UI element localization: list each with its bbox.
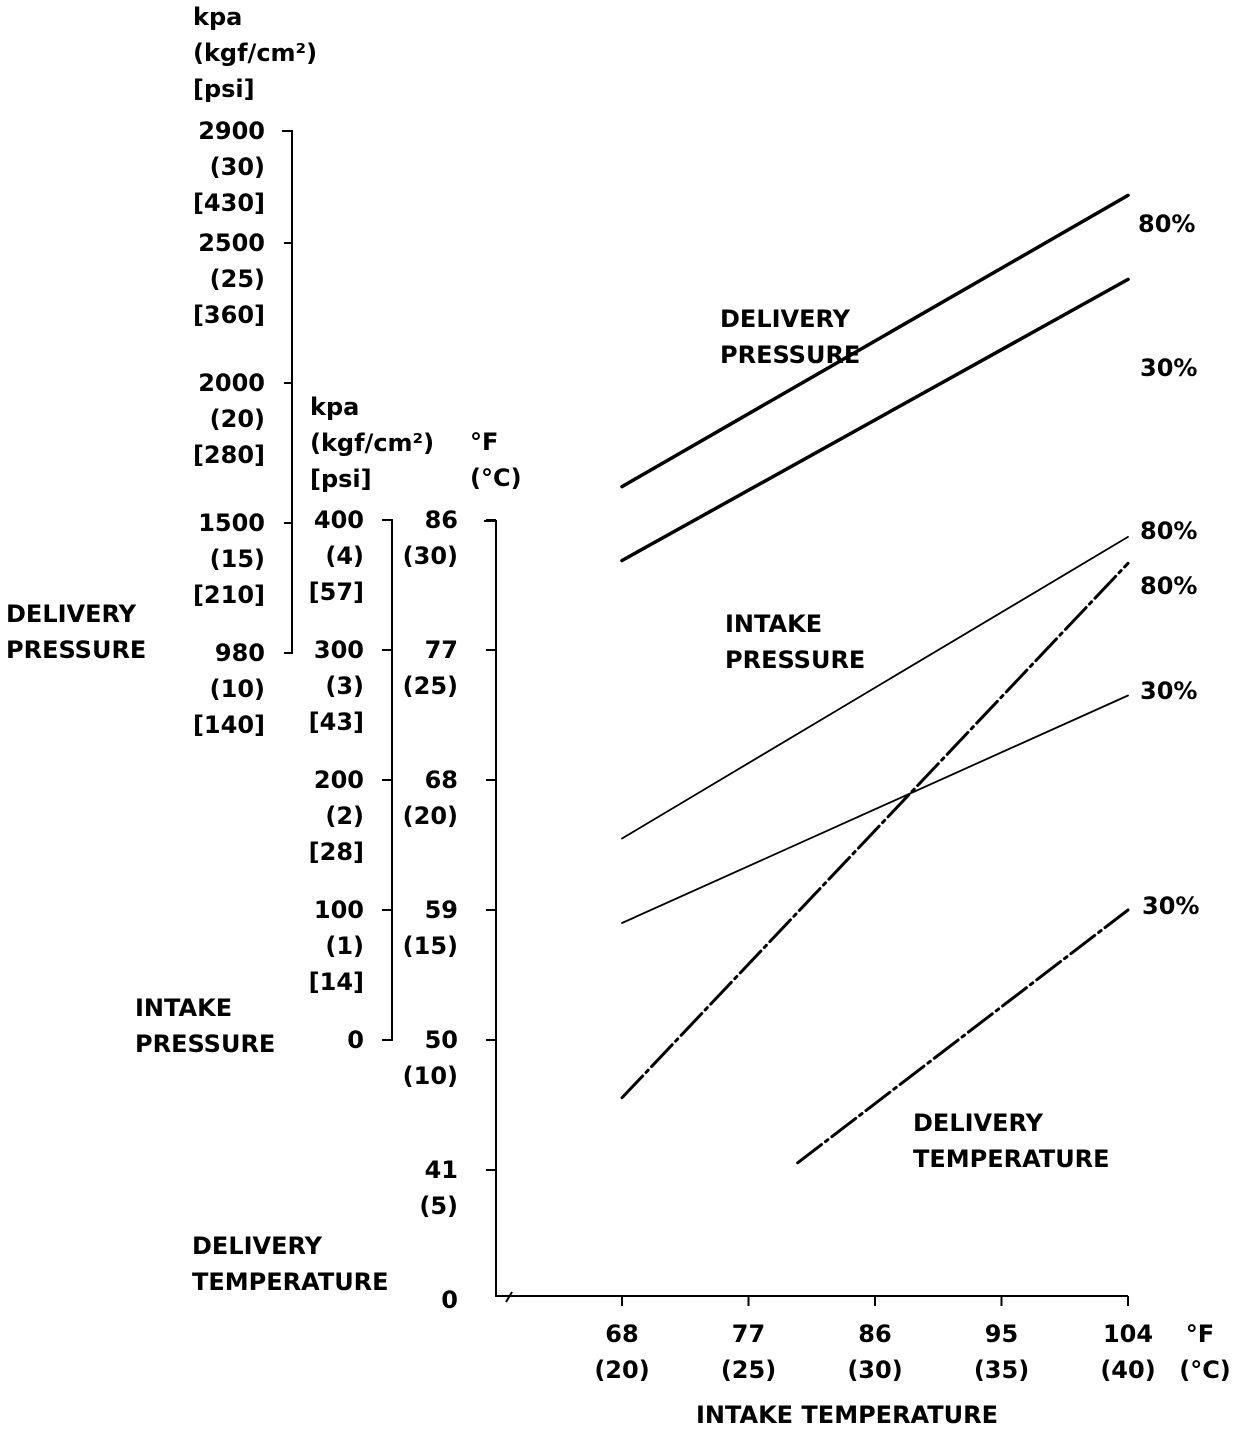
delivery-pressure-tick-label-1-line-2: [360] bbox=[192, 301, 265, 329]
annotation-delivery-pressure-line-0: DELIVERY bbox=[720, 305, 851, 333]
x-tick-label-c-3: (35) bbox=[973, 1356, 1030, 1384]
delivery-temperature-tick-label-2-line-0: 68 bbox=[424, 766, 458, 794]
intake-pressure-unit-line-2: [psi] bbox=[310, 465, 372, 493]
delivery-pressure-tick-label-2-line-2: [280] bbox=[192, 441, 265, 469]
series-label-intake-pressure-30pct: 30% bbox=[1140, 677, 1198, 705]
delivery-temperature-tick-label-2-line-1: (20) bbox=[402, 802, 458, 830]
annotation-delivery-temperature-line-0: DELIVERY bbox=[913, 1109, 1044, 1137]
x-tick-label-2: 86 bbox=[858, 1320, 892, 1348]
delivery-temperature-tick-label-5-line-1: (5) bbox=[419, 1192, 458, 1220]
delivery-pressure-tick-label-4-line-0: 980 bbox=[214, 639, 265, 667]
series-line-delivery-temperature-80pct bbox=[622, 563, 1128, 1097]
intake-pressure-tick-label-2-line-0: 200 bbox=[313, 766, 364, 794]
delivery-temperature-tick-label-4-line-0: 50 bbox=[424, 1026, 458, 1054]
delivery-temperature-tick-label-1-line-0: 77 bbox=[424, 636, 458, 664]
x-tick-label-c-4: (40) bbox=[1100, 1356, 1156, 1384]
delivery-temperature-tick-label-3-line-0: 59 bbox=[424, 896, 458, 924]
delivery-pressure-tick-label-3-line-0: 1500 bbox=[198, 509, 265, 537]
annotation-delivery-pressure-line-1: PRESSURE bbox=[720, 341, 861, 369]
delivery-temperature-tick-label-0-line-1: (30) bbox=[402, 542, 458, 570]
x-tick-label-c-1: (25) bbox=[720, 1356, 777, 1384]
series-label-delivery-pressure-30pct: 30% bbox=[1140, 354, 1198, 382]
delivery-pressure-tick-label-0-line-0: 2900 bbox=[198, 117, 265, 145]
delivery-pressure-tick-label-4-line-1: (10) bbox=[209, 675, 265, 703]
series-line-delivery-pressure-80pct bbox=[622, 195, 1128, 486]
delivery-pressure-unit-line-2: [psi] bbox=[193, 75, 255, 103]
series-label-delivery-temperature-80pct: 80% bbox=[1140, 572, 1198, 600]
delivery-pressure-tick-label-3-line-1: (15) bbox=[209, 545, 265, 573]
delivery-pressure-axis-line bbox=[282, 131, 292, 653]
series-line-delivery-pressure-30pct bbox=[622, 279, 1128, 560]
delivery-pressure-tick-label-4-line-2: [140] bbox=[192, 711, 265, 739]
x-tick-label-0: 68 bbox=[605, 1320, 639, 1348]
intake-pressure-tick-label-0-line-2: [57] bbox=[308, 578, 364, 606]
delivery-temperature-tick-label-0-line-0: 86 bbox=[424, 506, 458, 534]
intake-pressure-unit-line-0: kpa bbox=[310, 393, 360, 421]
intake-pressure-tick-label-0-line-0: 400 bbox=[313, 506, 364, 534]
x-tick-label-c-2: (30) bbox=[847, 1356, 903, 1384]
delivery-temperature-tick-label-1-line-1: (25) bbox=[402, 672, 458, 700]
intake-pressure-tick-label-2-line-1: (2) bbox=[325, 802, 364, 830]
intake-pressure-axis-title-line-0: INTAKE bbox=[135, 994, 233, 1022]
series-label-delivery-pressure-80pct: 80% bbox=[1138, 210, 1196, 238]
x-tick-label-4: 104 bbox=[1102, 1320, 1154, 1348]
intake-pressure-tick-label-1-line-1: (3) bbox=[325, 672, 364, 700]
series-line-intake-pressure-30pct bbox=[622, 696, 1128, 924]
delivery-pressure-axis-title-line-0: DELIVERY bbox=[6, 600, 137, 628]
intake-pressure-unit-line-1: (kgf/cm²) bbox=[310, 429, 435, 457]
delivery-pressure-tick-label-0-line-1: (30) bbox=[209, 153, 265, 181]
intake-pressure-tick-label-0-line-1: (4) bbox=[325, 542, 364, 570]
x-axis-title: INTAKE TEMPERATURE bbox=[695, 1401, 999, 1429]
delivery-pressure-tick-label-2-line-0: 2000 bbox=[198, 369, 265, 397]
series-label-intake-pressure-80pct: 80% bbox=[1140, 517, 1198, 545]
annotation-intake-pressure-line-0: INTAKE bbox=[725, 610, 823, 638]
x-axis-unit-c: (°C) bbox=[1179, 1356, 1231, 1384]
delivery-pressure-axis-title-line-1: PRESSURE bbox=[6, 636, 147, 664]
intake-pressure-tick-label-3-line-1: (1) bbox=[325, 932, 364, 960]
annotation-delivery-temperature-line-1: TEMPERATURE bbox=[913, 1145, 1110, 1173]
delivery-temperature-axis-title-line-0: DELIVERY bbox=[192, 1232, 323, 1260]
delivery-pressure-unit-line-1: (kgf/cm²) bbox=[193, 39, 318, 67]
delivery-temperature-unit-line-1: (°C) bbox=[470, 464, 522, 492]
delivery-temperature-tick-label-3-line-1: (15) bbox=[402, 932, 458, 960]
intake-pressure-tick-label-4-line-0: 0 bbox=[347, 1026, 364, 1054]
x-axis-unit-f: °F bbox=[1185, 1320, 1215, 1348]
x-tick-label-3: 95 bbox=[984, 1320, 1019, 1348]
intake-pressure-tick-label-1-line-2: [43] bbox=[308, 708, 364, 736]
series-label-delivery-temperature-30pct: 30% bbox=[1142, 892, 1200, 920]
annotation-intake-pressure-line-1: PRESSURE bbox=[725, 646, 866, 674]
delivery-pressure-tick-label-2-line-1: (20) bbox=[209, 405, 265, 433]
delivery-temperature-tick-label-4-line-1: (10) bbox=[402, 1062, 458, 1090]
intake-pressure-tick-label-2-line-2: [28] bbox=[308, 838, 364, 866]
x-tick-label-c-0: (20) bbox=[594, 1356, 650, 1384]
intake-pressure-axis-title-line-1: PRESSURE bbox=[135, 1030, 276, 1058]
delivery-pressure-tick-label-0-line-2: [430] bbox=[192, 189, 265, 217]
delivery-pressure-tick-label-1-line-1: (25) bbox=[209, 265, 265, 293]
series-line-intake-pressure-80pct bbox=[622, 537, 1128, 839]
delivery-pressure-unit-line-0: kpa bbox=[193, 3, 243, 31]
intake-pressure-tick-label-3-line-0: 100 bbox=[313, 896, 364, 924]
delivery-pressure-tick-label-1-line-0: 2500 bbox=[198, 229, 265, 257]
intake-pressure-tick-label-3-line-2: [14] bbox=[308, 968, 364, 996]
x-tick-label-1: 77 bbox=[731, 1320, 766, 1348]
intake-pressure-tick-label-1-line-0: 300 bbox=[313, 636, 364, 664]
delivery-temperature-tick-label-5-line-0: 41 bbox=[424, 1156, 458, 1184]
delivery-pressure-tick-label-3-line-2: [210] bbox=[192, 581, 265, 609]
delivery-temperature-tick-label-6-line-0: 0 bbox=[441, 1286, 458, 1314]
delivery-temperature-unit-line-0: °F bbox=[470, 428, 499, 456]
delivery-temperature-axis-title-line-1: TEMPERATURE bbox=[192, 1268, 389, 1296]
